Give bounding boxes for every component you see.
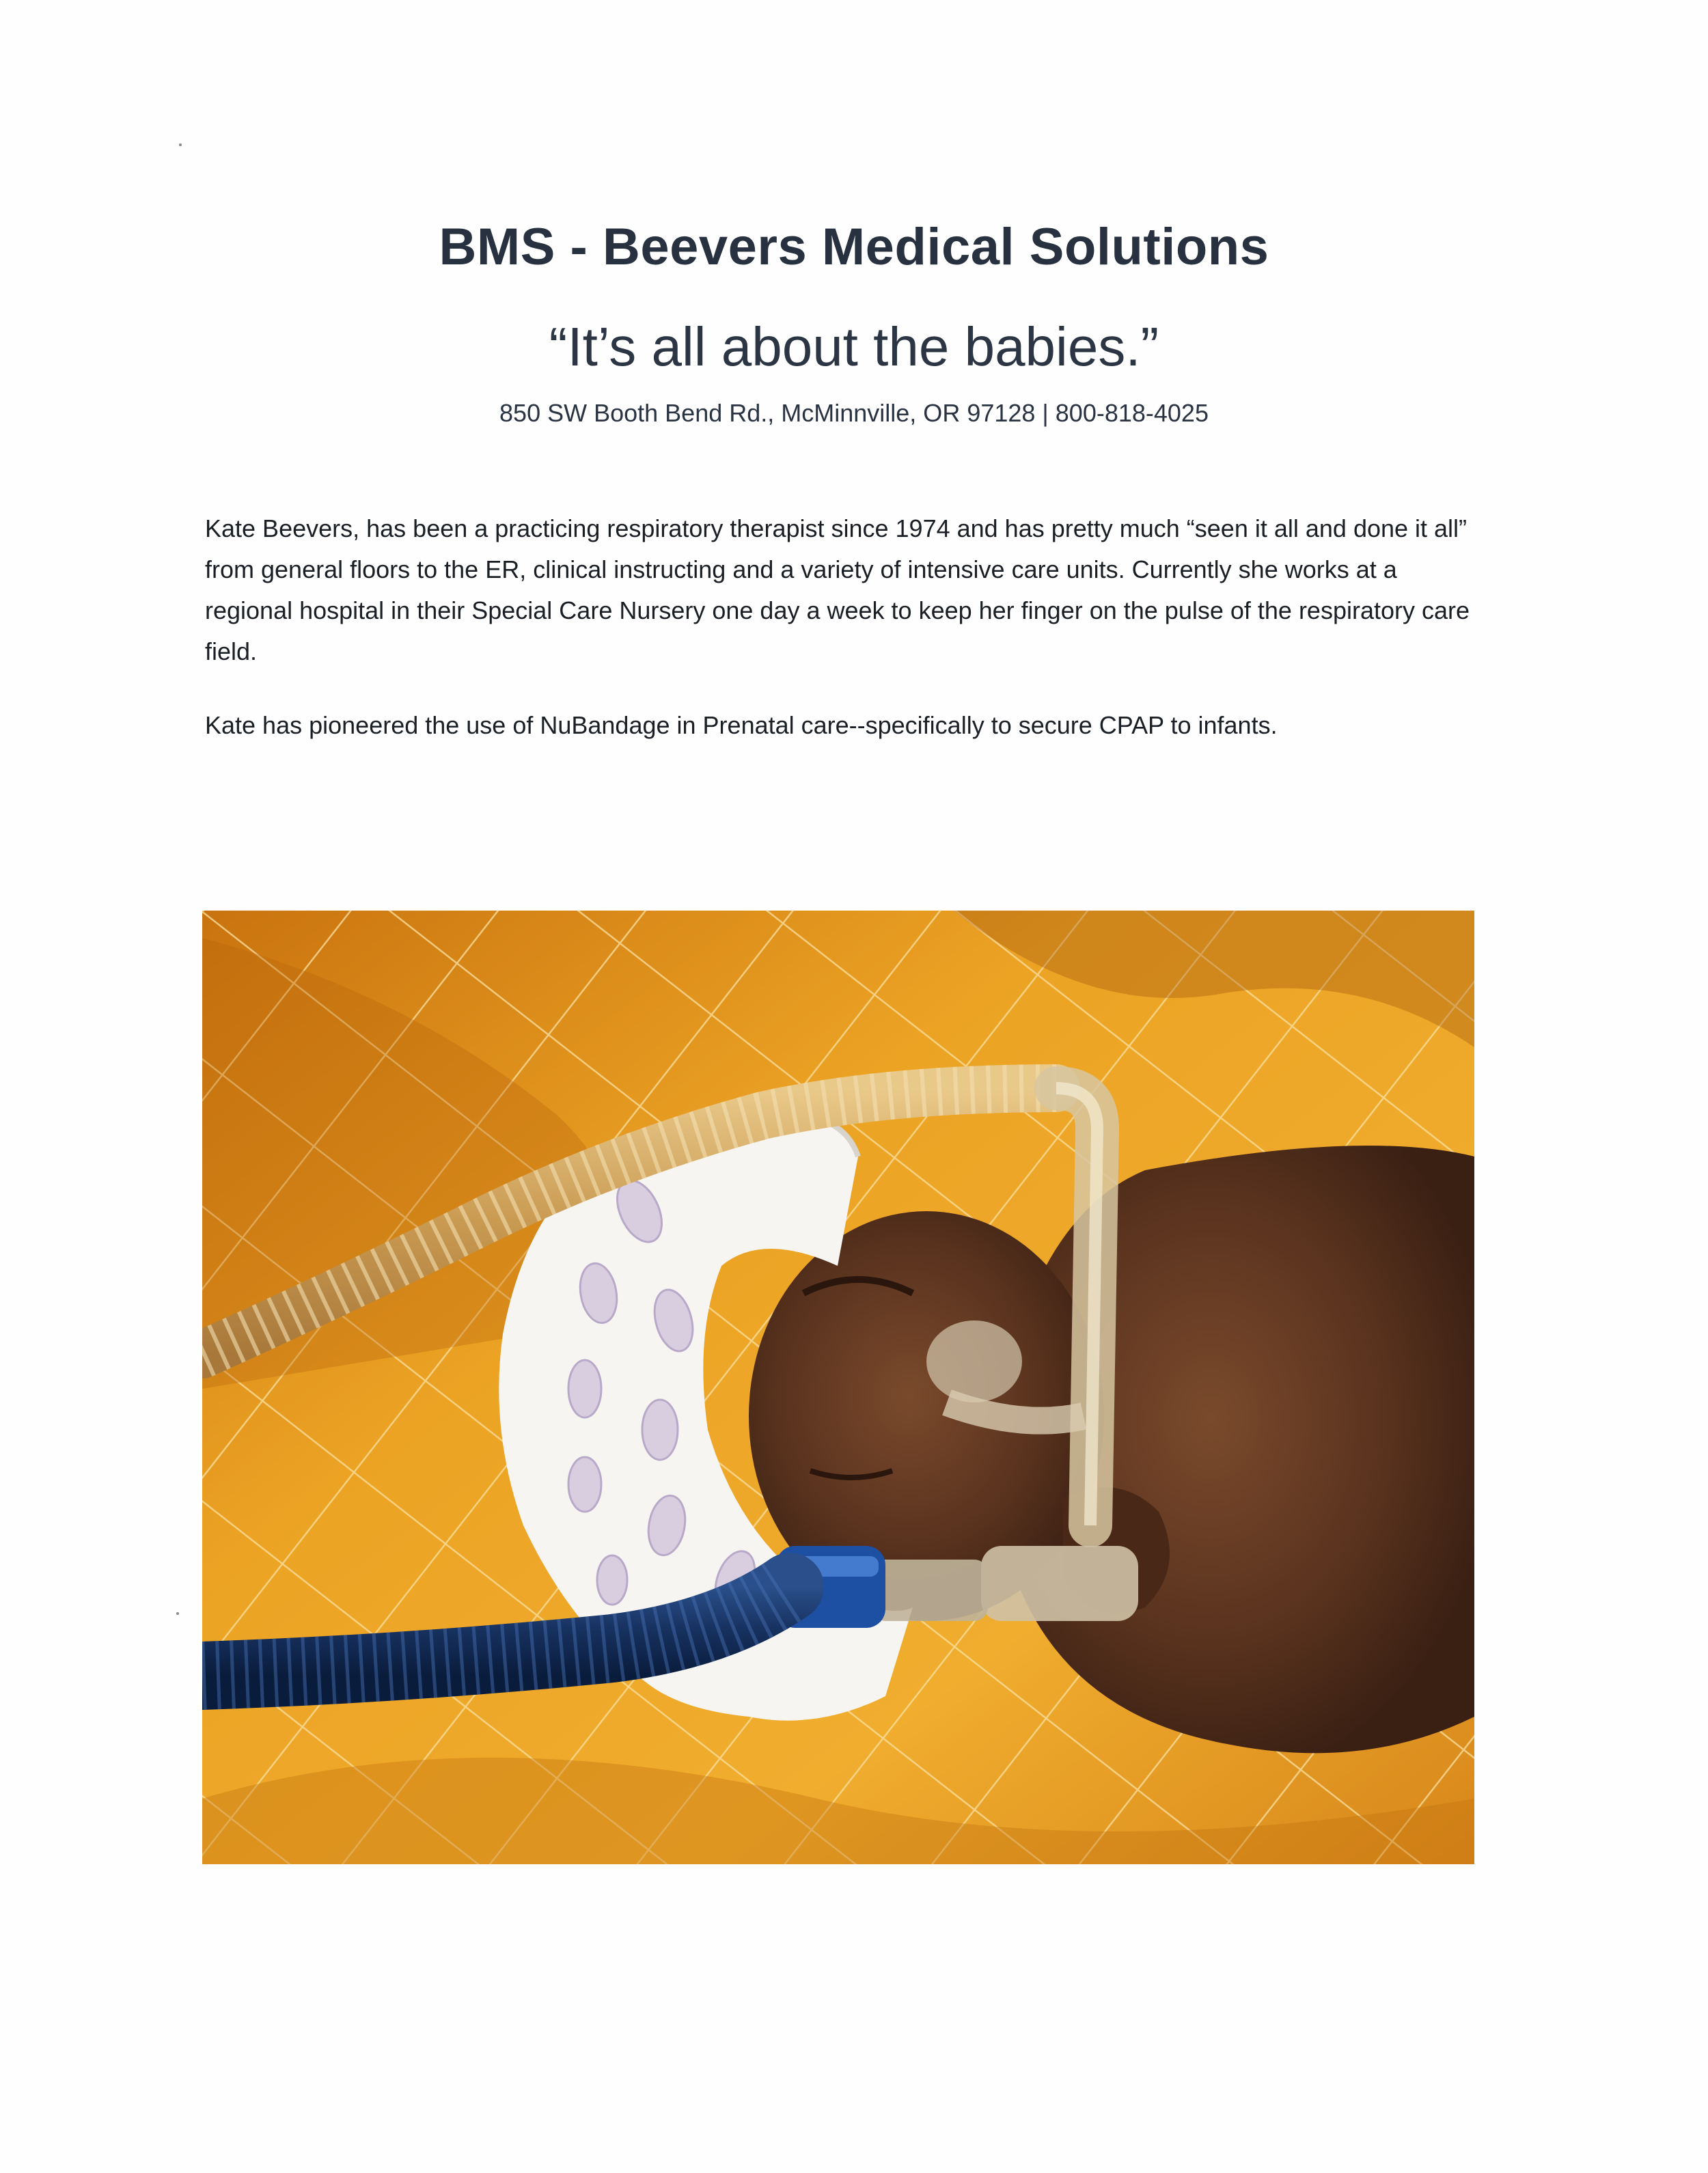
nubandage-paragraph: Kate has pioneered the use of NuBandage in Prenatal care--specifically to secure CPAP to infants. — [205, 711, 1278, 739]
company-tagline: “It’s all about the babies.” — [549, 316, 1159, 377]
bio-paragraph: Kate Beevers, has been a practicing respiratory therapist since 1974 and has pretty much “seen it all and done it all” from general floors to the ER, clinical instructing and a variety of intensive care units. Currently she works at a regional hospital in their Special Care Nursery one day a week to keep her finger on the pulse of the respiratory care field. — [205, 514, 1470, 665]
scan-speck — [179, 143, 182, 146]
company-title: BMS - Beevers Medical Solutions — [439, 218, 1269, 276]
scan-speck — [176, 1612, 179, 1615]
photo-illustration — [202, 911, 1474, 1864]
infant-cpap-photo — [202, 911, 1474, 1864]
company-address: 850 SW Booth Bend Rd., McMinnville, OR 97128 | 800-818-4025 — [499, 399, 1209, 427]
